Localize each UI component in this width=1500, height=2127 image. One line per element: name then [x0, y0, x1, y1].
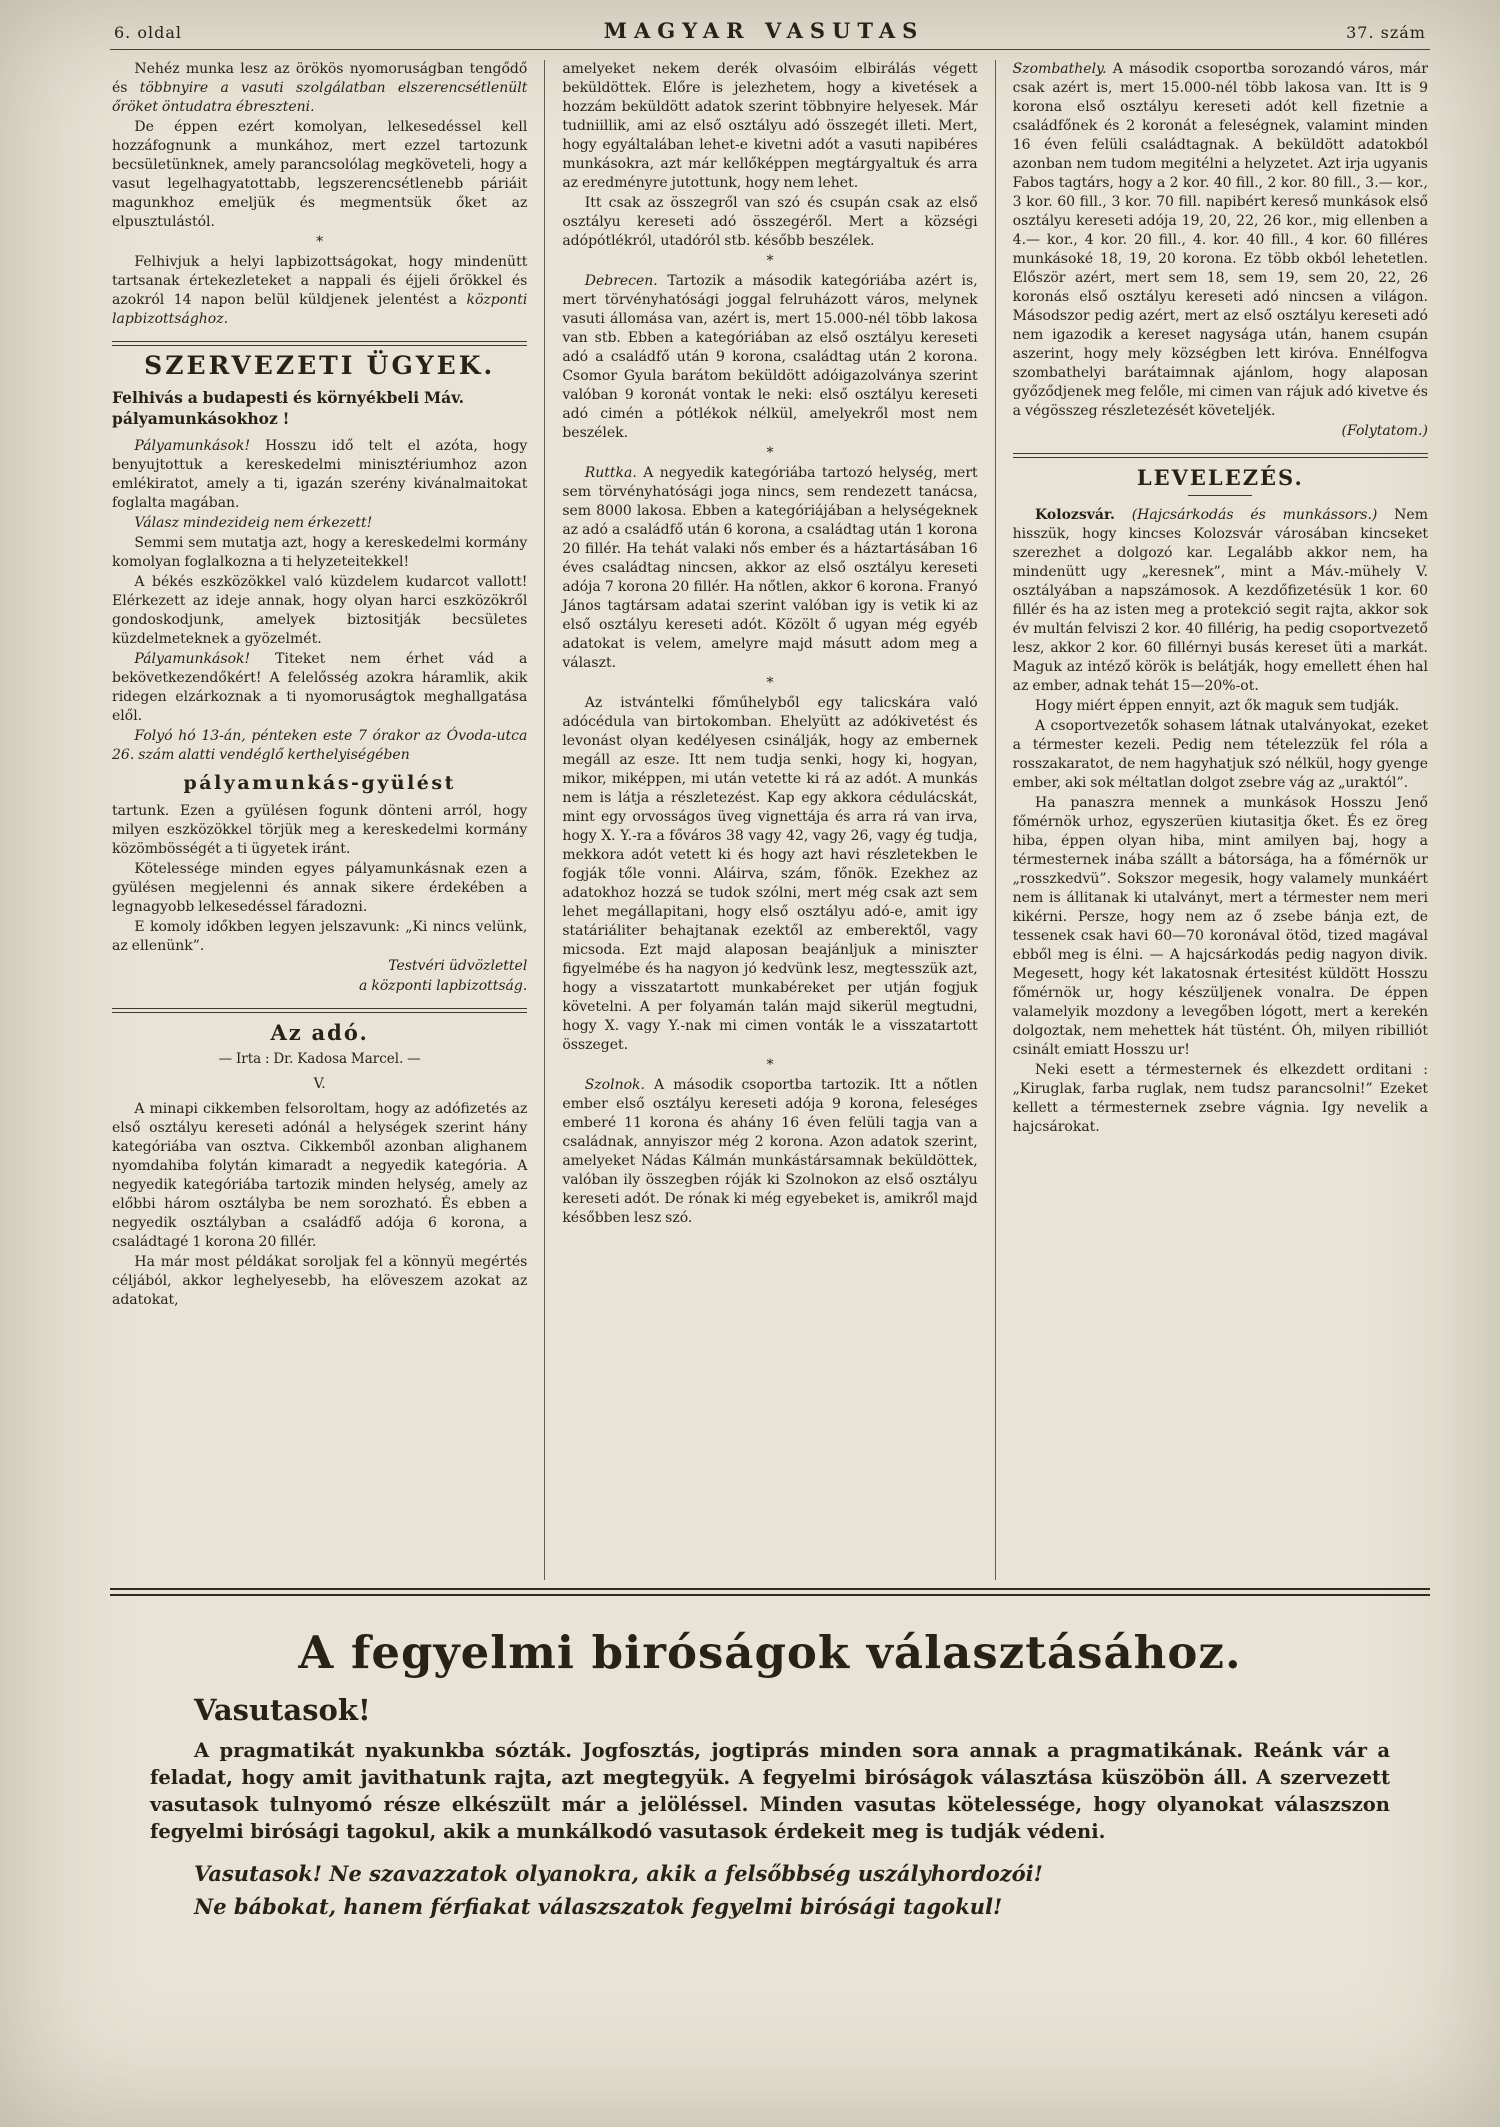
- chapter-numeral: V.: [313, 1076, 326, 1092]
- paragraph: Pályamunkások! Hosszu idő telt el azóta, hogy benyujtottuk a kereskedelmi minisztériumhoz azon emlékiratot, amely a ti, igazán szerény kivánalmaitokat foglalta magában.: [112, 438, 528, 511]
- signature-line: a központi lapbizottság.: [359, 978, 528, 994]
- double-rule: [112, 1008, 527, 1013]
- paragraph: Ha panaszra mennek a munkások Hosszu Jenő főmérnök urhoz, egyszerüen kiutasitja őket. És ez öreg hiba, éppen olyan hiba, mint amilyen baj, hogy a térmesternek inába szállt a bátorsága, ha a főmérnök ur „rosszkedvü”. Sokszor megesik, hogy valamely munkáért nem is állitanak ki utalványt, mert a térmester nem meri kikérni. Persze, hogy nem az ő zsebe bánja ezt, de tessenek csak havi 60—70 koronával ötöd, tized magával ebből meg is élni. — A hajcsárkodás pedig nagyon divik. Megesett, hogy két lakatosnak értesitést küldött Hosszu főmérnök ur, hogy készüljenek vonalra. De éppen valamelyik mozdony a levegőben lógott, mert a kerekén dolgoztak, nem mehettek hát tüstént. Óh, milyen ribilliót csinált emiatt Hosszu ur!: [1012, 795, 1428, 1058]
- paragraph: E komoly időkben legyen jelszavunk: „Ki nincs velünk, az ellenünk”.: [112, 919, 528, 954]
- article-subheading-felhivas: Felhivás a budapesti és környékbeli Máv. pályamunkásokhoz !: [112, 388, 465, 428]
- section-heading-levelezes: LEVELEZÉS.: [1136, 465, 1304, 490]
- column-right: [995, 60, 1430, 1580]
- display-line-gyules: pályamunkás-gyülést: [183, 772, 456, 794]
- page-number: 6. oldal: [114, 23, 182, 42]
- star-separator: *: [316, 234, 324, 250]
- paragraph: Ha már most példákat soroljak fel a könnyü megértés céljából, akkor leghelyesebb, ha elöveszem azokat az adatokat,: [112, 1254, 528, 1308]
- announcement-body: A pragmatikát nyakunkba sózták. Jogfosztás, jogtiprás minden sora annak a pragmatikának. Reánk vár a feladat, hogy amit javithatunk rajta, azt megtegyük. A fegyelmi biróságok választása küszöbön áll. A szervezett vasutasok tulnyomó része elkészült már a jelöléssel. Minden vasutas kötelessége, hogy olyanokat válaszszon fegyelmi birósági tagokul, akik a munkálkodó vasutasok érdekeit meg is tudják védeni.: [150, 1739, 1390, 1843]
- paragraph: Neki esett a térmesternek és elkezdett orditani : „Kiruglak, farba ruglak, nem tudsz parancsolni!” Ezeket kellett a térmesternek zsebre vágnia. Igy nevelik a hajcsárokat.: [1012, 1062, 1428, 1135]
- column-middle: [544, 60, 994, 1580]
- paragraph: Szombathely. A második csoportba sorozandó város, már csak azért is, mert 15.000-nél több lakosa van. Itt is 9 korona első osztályu kereseti adót kell fizetnie a családfőnek és 2 koronát a feleségnek, valamint minden 16 éven felüli családtagnak. A beküldött adatokból azonban nem tudom megitélni a helyzetet. Azt irja ugyanis Fabos tagtárs, hogy a 2 kor. 40 fill., 2 kor. 80 fill., 3.— kor., 3 kor. 60 fill., 3 kor. 70 fill. napibért kereső munkások első osztályu kereseti adója 19, 20, 22, 26 kor., mig ellenben a 4.— kor., 4 kor. 20 fill., 4. kor. 40 fill., 4 kor. 60 filléres munkásoké 18, 19, 20 korona. Ez több okból lehetetlen. Először azért, mert sem 18, sem 19, sem 20, 22, 26 koronás első osztályu kereseti adó nincsen a világon. Másodszor pedig azért, mert az első osztályu kereseti adó nem igazodik a kereset nagysága után, hanem csupán aszerint, hogy mely községben lett kiróva. Ennélfogva szombathelyi barátaimnak ajánlom, hogy alaposan győződjenek meg felőle, mi cimen van rájuk adó kivetve és a végösszeg részletezését követeljék.: [1012, 61, 1428, 419]
- paragraph: Kolozsvár. (Hajcsárkodás és munkássors.) Nem hisszük, hogy kincses Kolozsvár városában kincseket szerezhet a dolgozó kar. Legalább akkor nem, ha mindenütt ugy „keresnek”, mint a Máv.-mühely V. osztályában a napszámosok. A kezdőfizetésük 1 kor. 60 fillér és ha az isten meg a protekció segit rajta, akkor sok év multán felviszi 2 kor. 40 fillérig, ha pedig csoportvezető lesz, akkor 2 kor. 60 fillérnyi busás kereset üti a markát. Maguk az intéző körök is belátják, hogy emellett éhen hal az ember, adnak tehát 15—20%-ot.: [1012, 507, 1428, 694]
- signature-line: Testvéri üdvözlettel: [388, 958, 528, 974]
- paragraph: tartunk. Ezen a gyülésen fogunk dönteni arról, hogy milyen eszközökkel törjük meg a kereskedelmi kormány közömbösségét a ti ügyetek iránt.: [112, 803, 528, 857]
- star-separator: *: [766, 1057, 774, 1073]
- announcement-divider: [110, 1588, 1430, 1596]
- paragraph: Kötelessége minden egyes pályamunkásnak ezen a gyülésen megjelenni és annak sikere érdekében a legnagyobb lelkesedéssel fáradozni.: [112, 861, 528, 915]
- paragraph: Nehéz munka lesz az örökös nyomoruságban tengődő és többnyire a vasuti szolgálatban elszerencsétlenült őröket öntudatra ébreszteni.: [112, 61, 528, 115]
- star-separator: *: [766, 445, 774, 461]
- page-header: [110, 16, 1430, 49]
- paragraph: Hogy miért éppen ennyit, azt ők maguk sem tudják.: [1035, 698, 1400, 714]
- paragraph: Ruttka. A negyedik kategóriába tartozó helység, mert sem törvényhatósági joga nincs, sem rendezett tanácsa, sem 8000 lakosa. Ebben a kategóriájában a helységeknek az adó a családfő után 6 korona, a családtag után 1 korona 20 fillér. Ha tehát valaki nős ember és a háztartásában 16 éves családtag nincsen, akkor az első osztályu kereseti adója 7 korona 20 fillér. Ha nőtlen, akkor 6 korona. Franyó János tagtársam adatai szerint valóban igy is vetik ki az első osztályu kereseti adót. Közölt ő ugyan még egyéb adatokat is velem, amelyre majd másutt adom meg a választ.: [562, 465, 978, 671]
- paragraph: Az istvántelki főműhelyből egy talicskára való adócédula van birtokomban. Ehelyütt az adókivetést és levonást olyan kedélyesen csinálják, hogy az embernek megáll az esze. Itt nem tudja senki, hogy ki, hogyan, mikor, miképpen, mi után vetette ki rá az adót. A munkás nem is látja a részletezést. Kap egy akkora cédulácskát, mint egy orvosságos üveg vignettája és arra rá van irva, hogy X. Y.-ra a főváros 38 vagy 42, vagy 26, vagy ég tudja, mekkora adót vetett ki és hogy azt havi részletekben le fogják tőle vonni. Aláirva, szám, főnök. Ezekhez az adatokhoz hozzá se tudok szólni, mert még csak azt sem lehet megállapitani, hogy első osztályu adó-e, amit igy statáriáliter behajtanak ezektől az emberektől, vagy micsoda. Ezt majd alaposan beajánljuk a miniszter figyelmébe és ha nagyon jó kedvünk lesz, megtesszük azt, hogy a visszatartott munkabéreket per utján fogjuk követelni. A per folyamán talán majd sikerül megtudni, hogy X. vagy Y.-nak mi cimen vonták le a visszatartott összeget.: [562, 695, 978, 1053]
- header-rule: [110, 49, 1430, 50]
- star-separator: *: [766, 253, 774, 269]
- announcement-title: A fegyelmi biróságok választásához.: [298, 1626, 1242, 1679]
- paragraph: Felhivjuk a helyi lapbizottságokat, hogy mindenütt tartsanak értekezleteket a nappali és éjjeli őrökkel és azokról 14 napon belül küldjenek jelentést a központi lapbizottsághoz.: [112, 254, 528, 327]
- section-heading-szervezeti-ugyek: SZERVEZETI ÜGYEK.: [144, 351, 496, 380]
- star-separator: *: [766, 675, 774, 691]
- announcement-salutation: Vasutasok!: [194, 1693, 371, 1727]
- paragraph: Itt csak az összegről van szó és csupán csak az első osztályu kereseti adó összegéről. Mert a községi adópótlékról, utadóról stb. később beszélek.: [562, 195, 978, 249]
- paragraph: Pályamunkások! Titeket nem érhet vád a bekövetkezendőkért! A felelősség azokra háramlik, akik ridegen elzárkoznak a ti nyomoruságtok meghallgatása elől.: [112, 651, 528, 724]
- announcement-slogan-1: Vasutasok! Ne szavazzatok olyanokra, akik a felsőbbség uszályhordozói!: [194, 1861, 1043, 1886]
- paragraph: Szolnok. A második csoportba tartozik. Itt a nőtlen ember első osztályu kereseti adója 9 korona, feleséges emberé 11 korona és ahány 16 éven felüli tagja van a családnak, annyiszor még 2 korona. Azon adatok szerint, amelyeket Nádas Kálmán munkástársamnak beküldöttek, valóban ily összegben róják ki Szolnokon az első osztályu kereseti adót. De rónak ki még egyebeket is, amikről majd későbben lesz szó.: [562, 1077, 978, 1226]
- paragraph: De éppen ezért komolyan, lelkesedéssel kell hozzáfognunk a munkához, mert ezzel tartozunk becsületünknek, amely parancsolólag megköveteli, hogy a vasut legelhagyatottabb, legszerencsétlenebb páriáit magunkhoz emeljük és megmentsük őket az elpusztulástól.: [112, 119, 528, 230]
- column-left: [110, 60, 544, 1580]
- paragraph: Semmi sem mutatja azt, hogy a kereskedelmi kormány komolyan foglalkozna a ti helyzeteitekkel!: [112, 535, 528, 570]
- paragraph: A csoportvezetők sohasem látnak utalványokat, ezeket a térmester kezeli. Pedig nem tételezzük fel róla a rosszakaratot, de nem hagyhatjuk szó nélkül, hogy gyenge ember, aki sok méltatlan dolgot zsebre vág az „uraktól”.: [1012, 718, 1428, 791]
- paragraph: A minapi cikkemben felsoroltam, hogy az adófizetés az első osztályu kereseti adónál a helységek szerint hány kategóriába van osztva. Cikkemből azonban alighanem nyomdahiba folytán kimaradt a negyedik kategória. A negyedik kategóriába tartozik minden helység, amely az előbbi három osztályba be nem sorozható. És ebben a negyedik osztályban a családfő adója 6 korona, a családtagé 1 korona 20 fillér.: [112, 1101, 528, 1250]
- issue-number: 37. szám: [1346, 23, 1426, 42]
- continuation-note: (Folytatom.): [1341, 423, 1428, 439]
- announcement-slogan-2: Ne bábokat, hanem férfiakat válaszszatok fegyelmi birósági tagokul!: [194, 1894, 1003, 1919]
- double-rule: [112, 341, 527, 346]
- paragraph: A békés eszközökkel való küzdelem kudarcot vallott! Elérkezett az ideje annak, hogy olyan harci eszközökről gondoskodjunk, amelyek biztositják becsületes küzdelmeteknek a gyözelmét.: [112, 574, 528, 647]
- announcement-section: [110, 1596, 1430, 1919]
- paragraph: Debrecen. Tartozik a második kategóriába azért is, mert törvényhatósági joggal felruházott város, melynek vasuti állomása van, azért is, mert 15.000-nél több lakosa van stb. Ebben a kategóriában az első osztályu kereseti adó a családfő után 9 korona, családtag után 2 korona. Csomor Gyula barátom beküldött adóigazolványa szerint valóban 9 koronát vontak le neki: első osztályu kereseti adó cimén a pótlékok nélkül, amelyekről most nem beszélek.: [562, 273, 978, 441]
- paragraph: Folyó hó 13-án, pénteken este 7 órakor az Óvoda-utca 26. szám alatti vendéglő kerthelyiségében: [112, 728, 528, 763]
- article-heading-az-ado: Az adó.: [270, 1020, 369, 1045]
- article-columns: [110, 60, 1430, 1580]
- paragraph: amelyeket nekem derék olvasóim elbirálás végett beküldöttek. Előre is jelezhetem, hogy a kivetések a hozzám beküldött adatok szerint többnyire helyesek. Már tudniillik, ami az első osztályu adó összegét illeti. Mert, hogy egyáltalában lehet-e kivetni adót a vasuti napibéres munkásokra, azt már kellőképpen megtárgyaltuk és arra az eredményre jutottunk, hogy nem lehet.: [562, 61, 978, 191]
- double-rule: [1013, 453, 1428, 458]
- masthead-title: MAGYAR VASUTAS: [603, 18, 925, 43]
- byline: — Irta : Dr. Kadosa Marcel. —: [218, 1051, 421, 1067]
- paragraph: Válasz mindezideig nem érkezett!: [134, 515, 373, 531]
- short-rule: [1188, 495, 1252, 496]
